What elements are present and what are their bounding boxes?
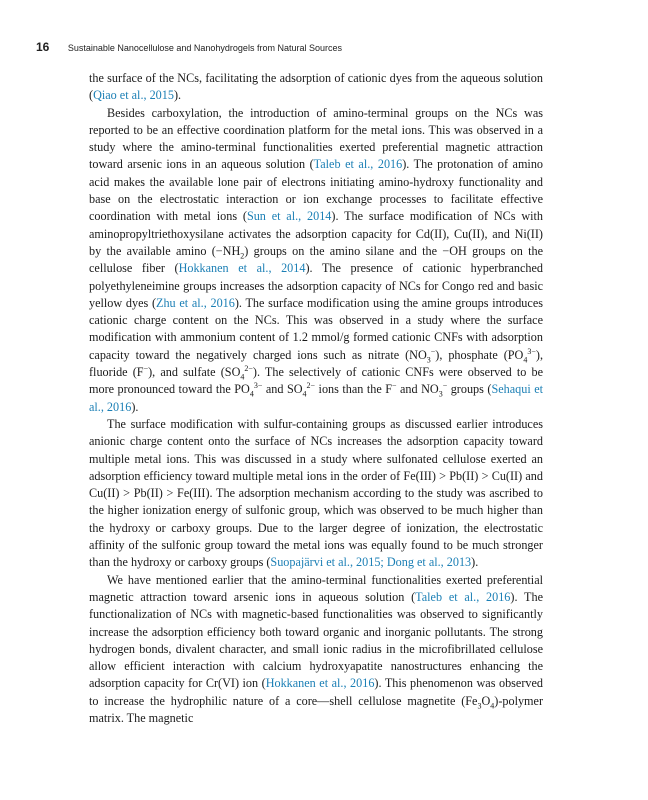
text-segment: ) groups on the amino silane and the −OH groups on the cellulose fiber ( xyxy=(89,243,543,276)
text-segment: The surface modification with sulfur-containing groups as discussed earlier introduces anionic charge content onto the surface of NCs increases the adsorption capacity toward multiple metal ions. This was discussed in a study where sulfonated cellulose exerted an adsorption efficiency toward multiple metal ions in the order of Fe(III) > Pb(II) > Cu(II) and Cu(II) > Pb(II) > Fe(III). The adsorption mechanism according to the study was ascribed to the higher ionization energy of sulfonic group, which was observed to be much higher than the hydroxy or carboxy groups. Due to the larger degree of ionization, the electrostatic affinity of the sulfonic group toward the metal ions was equally found to be much stronger than the hydroxy or carboxy groups ( xyxy=(89,416,543,570)
superscript: 3− xyxy=(253,381,263,391)
citation-link[interactable]: Qiao et al., 2015 xyxy=(93,88,174,103)
text-segment: ), phosphate (PO xyxy=(435,347,524,362)
paragraph xyxy=(89,572,543,728)
text-segment: ). xyxy=(471,555,479,570)
paragraph xyxy=(89,105,543,416)
text-segment: We have mentioned earlier that the amino-terminal functionalities exerted preferential magnetic attraction toward arsenic ions in aqueous solution ( xyxy=(89,572,543,604)
subscript: 4 xyxy=(523,355,528,365)
subscript: 3 xyxy=(438,389,443,399)
text-segment: Besides carboxylation, the introduction of amino-terminal groups on the NCs was reported to be an effective coordination platform for the metal ions. This was observed in a study where the amino-terminal functionalities exerted preferential magnetic attraction toward arsenic ions in an aqueous solution ( xyxy=(89,105,543,172)
subscript: 4 xyxy=(240,372,245,382)
running-title: Sustainable Nanocellulose and Nanohydrogels from Natural Sources xyxy=(67,43,342,53)
superscript: − xyxy=(430,346,436,356)
text-segment: ). xyxy=(131,399,139,414)
citation-link[interactable]: Suopajärvi et al., 2015; Dong et al., 2013 xyxy=(270,555,472,570)
text-segment: )-polymer matrix. The magnetic xyxy=(89,693,543,725)
text-segment: ). The surface modification of NCs with aminopropyltriethoxysilane activates the adsorption capacity for Cd(II), Cu(II), and Ni(II) by the available amino (−NH xyxy=(89,209,543,258)
text-segment: ). The functionalization of NCs with magnetic-based functionalities was observed to significantly increase the adsorption efficiency both toward organic and inorganic pollutants. The strong hydrogen bonds, divalent character, and small ionic radius in the microfibrillated cellulose allow efficient interaction with calcium hydroxyapatite nanostructures enhancing the adsorption capacity for Cr(VI) ion ( xyxy=(89,589,543,691)
page-number: 16 xyxy=(36,40,50,54)
superscript: − xyxy=(392,381,397,391)
body-text xyxy=(89,70,543,727)
text-segment: O xyxy=(481,693,491,708)
citation-link[interactable]: Zhu et al., 2016 xyxy=(156,295,235,310)
citation-link[interactable]: Taleb et al., 2016 xyxy=(415,589,511,604)
citation-link[interactable]: Sun et al., 2014 xyxy=(246,209,332,224)
paragraph xyxy=(89,416,543,572)
citation-link[interactable]: Taleb et al., 2016 xyxy=(313,157,403,172)
subscript: 3 xyxy=(426,355,431,365)
text-segment: and NO xyxy=(396,382,439,397)
text-segment: ions than the F xyxy=(315,382,392,397)
text-segment: ), and sulfate (SO xyxy=(148,365,241,380)
citation-link[interactable]: Sehaqui et al., 2016 xyxy=(89,382,543,414)
text-segment: groups ( xyxy=(447,382,492,397)
subscript: 4 xyxy=(302,389,307,399)
page-header xyxy=(36,38,342,56)
text-segment: ). The surface modification using the amine groups introduces cationic charge content on the NCs. This was observed in a study where the surface modification with ammonium content of 1.2 mmol/g formed cationic CNFs with adsorption capacity toward the negatively charged ions such as nitrate (NO xyxy=(89,295,543,362)
superscript: − xyxy=(143,363,149,373)
text-segment: ). xyxy=(173,88,182,103)
text-segment: ). The presence of cationic hyperbranched polyethyleneimine groups increases the adsorption capacity of NCs for Congo red and basic yellow dyes ( xyxy=(89,261,543,310)
text-segment: ). The selectively of cationic CNFs were observed to be more pronounced toward the PO xyxy=(89,365,544,397)
citation-link[interactable]: Hokkanen et al., 2016 xyxy=(265,676,375,691)
subscript: 2 xyxy=(240,251,245,261)
citation-link[interactable]: Hokkanen et al., 2014 xyxy=(178,261,306,276)
superscript: 2− xyxy=(306,381,316,391)
subscript: 3 xyxy=(477,701,482,711)
superscript: 3− xyxy=(527,346,536,356)
text-segment: and SO xyxy=(262,382,303,397)
subscript: 4 xyxy=(490,701,495,711)
text-segment: ). The protonation of amino acid makes the available lone pair of electrons initiating amino-hydroxy functionality and base on the electrostatic interaction or ion exchange processes to facilitate effective coordination with metal ions ( xyxy=(89,157,544,224)
text-segment: ). This phenomenon was observed to increase the hydrophilic nature of a core—shell cellulose magnetite (Fe xyxy=(89,676,543,708)
subscript: 4 xyxy=(249,389,254,399)
superscript: 2− xyxy=(244,363,253,373)
superscript: − xyxy=(442,381,448,391)
paragraph xyxy=(89,70,543,105)
text-segment: the surface of the NCs, facilitating the adsorption of cationic dyes from the aqueous solution ( xyxy=(89,71,543,103)
text-segment: ), fluoride (F xyxy=(89,347,543,380)
